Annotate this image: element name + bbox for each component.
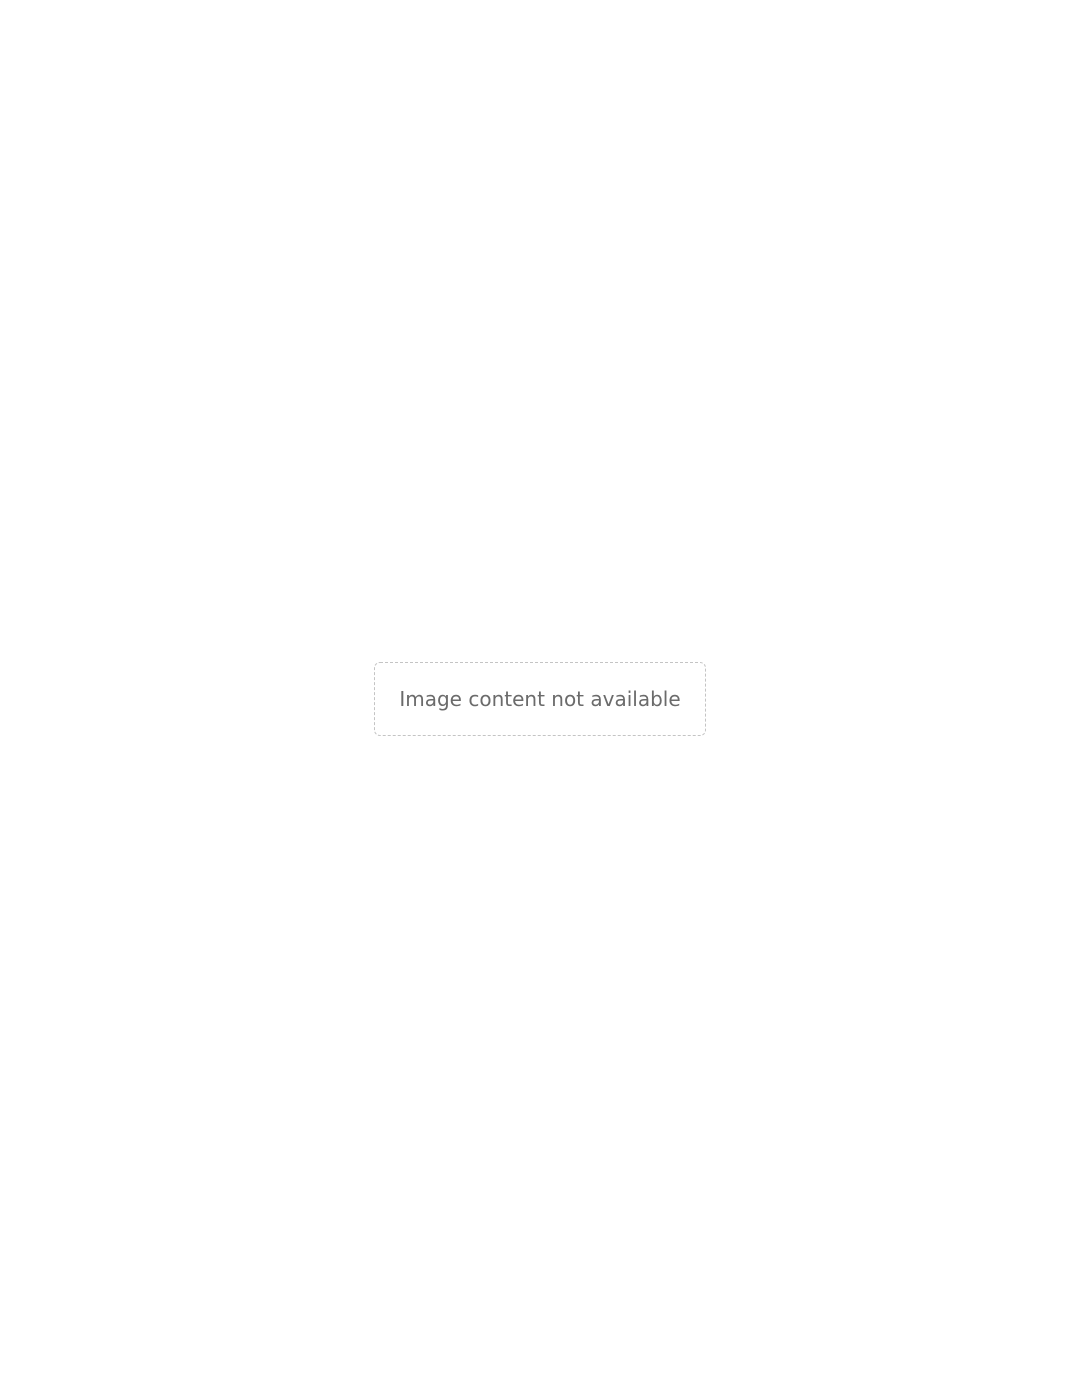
status-message: Image content not available — [374, 662, 705, 736]
